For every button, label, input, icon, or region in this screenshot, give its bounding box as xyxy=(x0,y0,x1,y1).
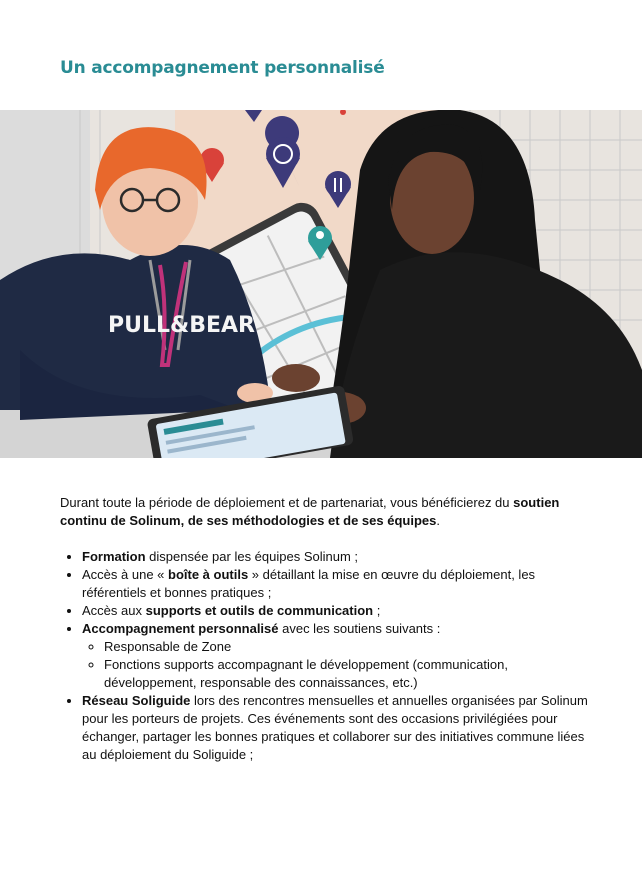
intro-paragraph xyxy=(60,494,600,530)
list-item-bold: boîte à outils xyxy=(168,567,249,582)
list-item-bold: Accompagnement personnalisé xyxy=(82,621,279,636)
list-item-text: ; xyxy=(373,603,381,618)
list-item-personalized-support xyxy=(82,620,600,692)
shirt-text: PULL&BEAR xyxy=(108,313,255,338)
main-content xyxy=(60,494,600,764)
support-sublist xyxy=(82,638,600,692)
photo-two-women-tablet xyxy=(0,110,642,458)
list-item-bold: Réseau Soliguide xyxy=(82,693,191,708)
list-item-bold: supports et outils de communication xyxy=(145,603,374,618)
intro-text: Durant toute la période de déploiement et de partenariat, vous bénéficierez du xyxy=(60,495,514,510)
list-item-text: Accès à une « xyxy=(82,567,168,582)
list-item-communication xyxy=(82,602,600,620)
list-item-text: lors des rencontres mensuelles et annuelles organisées par Solinum pour les porteurs de projets. Ces événements sont des occasions privilégiées pour échanger, partager les bonnes pratiques et collaborer sur des initiatives commune liées au déploiement du Soliguide ; xyxy=(82,693,588,762)
list-item-bold: Formation xyxy=(82,549,146,564)
sublist-item: ◦ Fonctions supports accompagnant le développement (communication, développement, responsable des connaissances, etc.) xyxy=(104,656,600,692)
intro-end: . xyxy=(436,513,440,528)
list-item-network xyxy=(82,692,600,764)
list-item-text: Accès aux xyxy=(82,603,146,618)
list-item-text: dispensée par les équipes Solinum ; xyxy=(145,549,359,564)
list-item-toolbox xyxy=(82,566,600,602)
list-item-formation xyxy=(82,548,600,566)
page-title: Un accompagnement personnalisé xyxy=(60,58,385,78)
list-item-text: avec les soutiens suivants : xyxy=(278,621,441,636)
support-list xyxy=(60,548,600,764)
list-item-text: » détaillant la mise en œuvre du déploiement, les référentiels et bonnes pratiques ; xyxy=(82,567,536,600)
intro-bold-text: soutien continu de Solinum, de ses méthodologies et de ses équipes xyxy=(60,495,560,528)
sublist-item: ◦ Responsable de Zone xyxy=(104,638,600,656)
